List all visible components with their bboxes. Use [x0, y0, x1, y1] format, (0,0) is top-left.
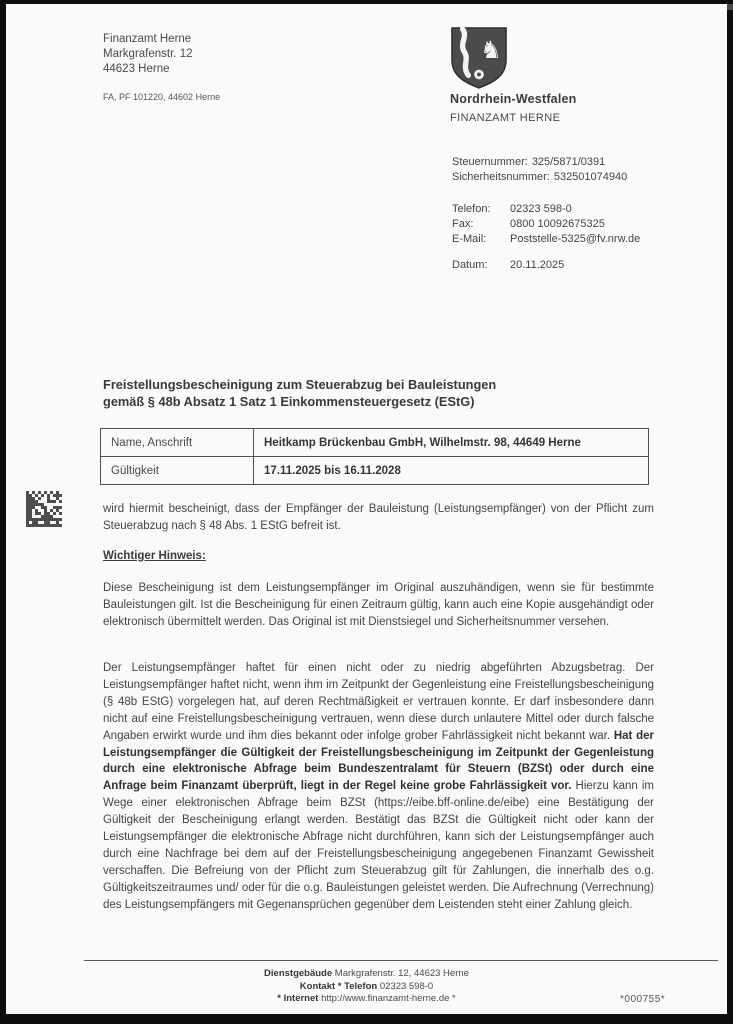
fax-value: 0800 10092675325 — [510, 218, 605, 230]
liability-text-post: Hierzu kann im Wege einer elektronischen Abfrage beim BZSt (https://eibe.bff-online.de/eibe) eine Bestätigung der Gültigkeit der Bescheinigung erlangt werden. Bestätigt das BZSt die Gültigkeit nicht oder kann der Leistungsempfänger die elektronische Abfrage nicht durchführen, kann sich der Leistungsempfänger auch durch eine Nachfrage bei dem auf der Freistellungsbescheinigung angegebenen Finanzamt Gewissheit verschaffen. Die Befreiung von der Pflicht zum Steuerabzug gilt für Zahlungen, die innerhalb des o.g. Gültigkeitszeitraumes und/ oder für die o.g. Bauleistungen geleistet werden. Die Aufrechnung (Verrechnung) des Leistungsempfängers mit Gegenansprüchen gegenüber dem Leistenden steht einer Zahlung gleich. — [103, 780, 655, 911]
security-datamatrix-barcode — [26, 491, 62, 532]
security-number-label: Sicherheitsnummer: — [452, 171, 550, 183]
phone-label: Telefon: — [452, 203, 491, 215]
table-value-validity: 17.11.2025 bis 16.11.2028 — [254, 457, 649, 485]
sender-city: 44623 Herne — [103, 63, 170, 75]
fax-label: Fax: — [452, 218, 474, 230]
sender-address-block — [103, 32, 192, 77]
tax-number-label: Steuernummer: — [452, 156, 528, 168]
table-row-name-anschrift — [101, 429, 649, 457]
phone-row — [452, 202, 640, 217]
email-label: E-Mail: — [452, 233, 487, 245]
footer-line-building — [6, 968, 727, 981]
table-label-validity: Gültigkeit — [101, 457, 254, 485]
tax-number-value: 325/5871/0391 — [531, 156, 606, 168]
certificate-table — [100, 428, 649, 485]
sender-street: Markgrafenstr. 12 — [103, 48, 193, 60]
tax-number-row — [452, 155, 627, 170]
certification-text: wird hiermit bescheinigt, dass der Empfänger der Bauleistung (Leistungsempfänger) von der Pflicht zum Steuerabzug nach § 48 Abs. 1 EStG befreit ist. — [103, 503, 654, 532]
footer-line-internet — [6, 993, 727, 1006]
footer-building-value: Markgrafenstr. 12, 44623 Herne — [332, 968, 469, 979]
liability-text-pre: Der Leistungsempfänger haftet für einen nicht oder zu niedrig abgeführten Abzugsbetrag. Der Leistungsempfänger haftet nicht, wenn ihm im Zeitpunkt der Gegenleistung eine Freistellungsbescheinigung (§ 48b EStG) vorgelegen hat, auf deren Rechtmäßigkeit er vertrauen konnte. Er darf insbesondere dann nicht auf eine Freistellungsbescheinigung vertrauen, wenn diese durch unlautere Mittel oder durch falsche Angaben erwirkt wurde und ihm dies bekannt oder infolge grober Fahrlässigkeit nicht bekannt war. — [103, 662, 654, 742]
email-value: Poststelle-5325@fv.nrw.de — [510, 233, 641, 245]
security-number-row — [452, 170, 627, 185]
sender-name: Finanzamt Herne — [103, 33, 192, 45]
email-row — [452, 232, 640, 247]
contact-block — [452, 202, 640, 247]
document-title-line2: gemäß § 48b Absatz 1 Satz 1 Einkommensteuergesetz (EStG) — [103, 394, 475, 409]
liability-text-bold: Hat der Leistungsempfänger die Gültigkeit der Freistellungsbescheinigung im Zeitpunkt der Gegenleistung durch eine elektronische Abfrage beim Bundeszentralamt für Steuern (BZSt) oder durch eine Anfrage beim Finanzamt überprüft, liegt in der Regel keine grobe Fahrlässigkeit vor. — [103, 729, 655, 793]
svg-text:♞: ♞ — [479, 36, 502, 64]
liability-paragraph — [103, 660, 654, 914]
table-value-name: Heitkamp Brückenbau GmbH, Wilhelmstr. 98, 44649 Herne — [254, 429, 649, 457]
document-title — [103, 376, 496, 410]
document-number: *000755* — [620, 994, 666, 1005]
footer-line-contact — [6, 981, 727, 994]
document-title-line1: Freistellungsbescheinigung zum Steuerabzug bei Bauleistungen — [103, 377, 497, 392]
table-row-gueltigkeit — [101, 457, 649, 485]
footer-contact-label: Kontakt * Telefon — [299, 980, 378, 992]
nrw-coat-of-arms-icon — [450, 27, 508, 94]
footer-internet-value: http://www.finanzamt-herne.de * — [318, 993, 456, 1004]
footer-internet-label: * Internet — [277, 993, 319, 1004]
notice-heading: Wichtiger Hinweis: — [103, 550, 206, 562]
phone-value: 02323 598-0 — [510, 203, 572, 215]
footer-building-label: Dienstgebäude — [264, 968, 333, 979]
footer-block — [6, 968, 727, 1006]
date-label: Datum: — [452, 259, 488, 271]
date-row — [452, 259, 652, 271]
date-value: 20.11.2025 — [510, 259, 565, 271]
footer-contact-value: 02323 598-0 — [377, 980, 434, 992]
fax-row — [452, 217, 640, 232]
footer-divider — [84, 960, 718, 961]
table-label-name: Name, Anschrift — [101, 429, 254, 457]
letter-page — [6, 4, 727, 1014]
handover-paragraph: Diese Bescheinigung ist dem Leistungsempfänger im Original auszuhändigen, wenn sie für bestimmte Bauleistungen gilt. Ist die Bescheinigung für einen Zeitraum gültig, kann auch eine Kopie ausgehändigt oder elektronisch übermittelt werden. Das Original ist mit Dienstsiegel und Sicherheitsnummer versehen. — [103, 582, 654, 628]
state-name: Nordrhein-Westfalen — [450, 92, 577, 106]
security-number-value: 532501074940 — [553, 171, 628, 183]
office-name: FINANZAMT HERNE — [450, 112, 561, 124]
return-address-line: FA, PF 101220, 44602 Herne — [103, 92, 221, 102]
tax-number-block — [452, 155, 627, 185]
